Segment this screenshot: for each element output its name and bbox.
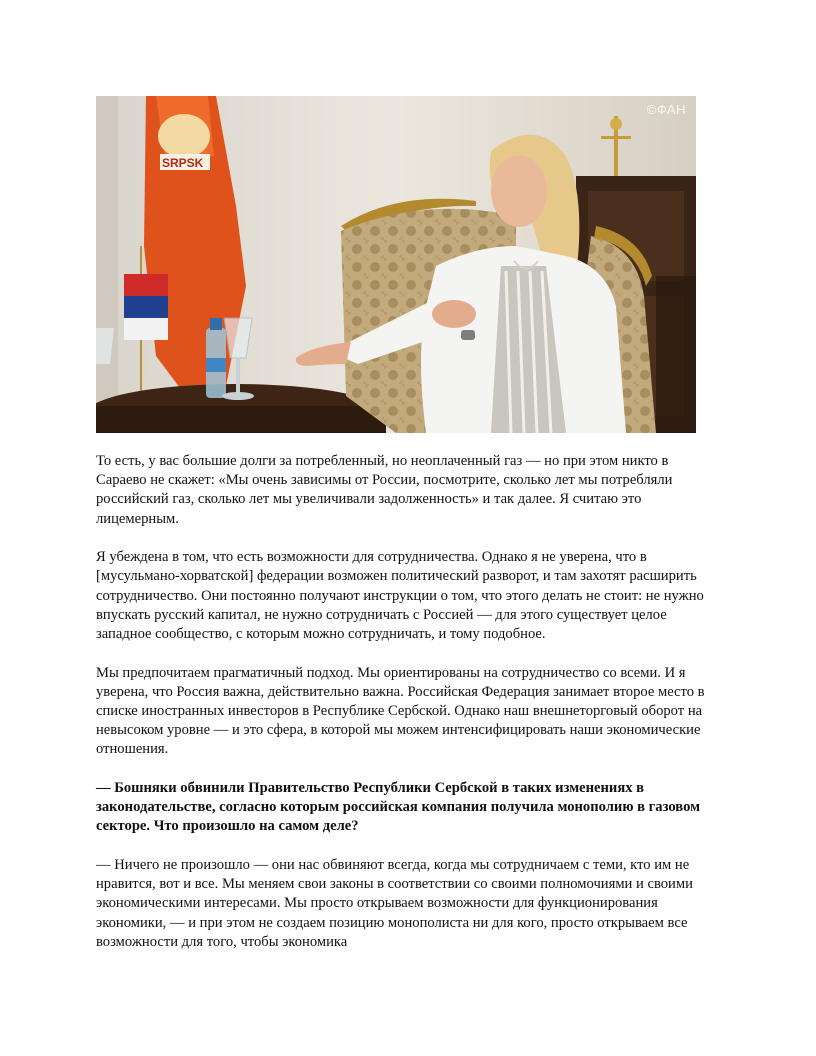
article-body [96, 452, 721, 971]
paragraph: Мы предпочитаем прагматичный подход. Мы ориентированы на сотрудничество со всеми. И я уверена, что Россия важна, действительно важна. Российская Федерация занимает второе место в списке иностранных инвесторов в Республике Сербской. Однако наш внешнеторговый оборот на невысоком уровне — и это сфера, в которой мы можем интенсифицировать наши экономические отношения. [96, 664, 705, 758]
photo-illustration [96, 96, 696, 433]
paragraph: То есть, у вас большие долги за потребленный, но неоплаченный газ — но при этом никто в Сараево не скажет: «Мы очень зависимы от России, посмотрите, сколько лет мы потребляли российский газ, сколько лет мы увеличивали задолженность» и так далее. Я считаю это лицемерным. [96, 453, 673, 527]
paragraph: — Ничего не произошло — они нас обвиняют всегда, когда мы сотрудничаем с теми, кто им не нравится, вот и все. Мы меняем свои законы в соответствии со своими полномочиями и своими экономическими интересами. Мы просто открываем возможности для функционирования экономики, — и при этом не создаем позицию монополиста ни для кого, просто открываем все возможности для того, чтобы экономика [96, 857, 693, 950]
paragraph: Я убеждена в том, что есть возможности для сотрудничества. Однако я не уверена, что в [мусульмано-хорватской] федерации возможен политический разворот, и там захотят расширить сотрудничество. Они постоянно получают инструкции о том, что этого делать не стоит: не нужно впускать русский капитал, не нужно сотрудничать с Россией — для этого существует целое западное сообщество, с которым можно сотрудничать, и тому подобное. [96, 549, 704, 643]
article-photo [96, 96, 696, 433]
photo-watermark: ©ФАН [646, 102, 686, 117]
flag-lettering: SRPSK [162, 156, 204, 170]
interview-question: — Бошняки обвинили Правительство Республики Сербской в таких изменениях в законодательстве, согласно которым российская компания получила монополию в газовом секторе. Что произошло на самом деле? [96, 780, 701, 835]
